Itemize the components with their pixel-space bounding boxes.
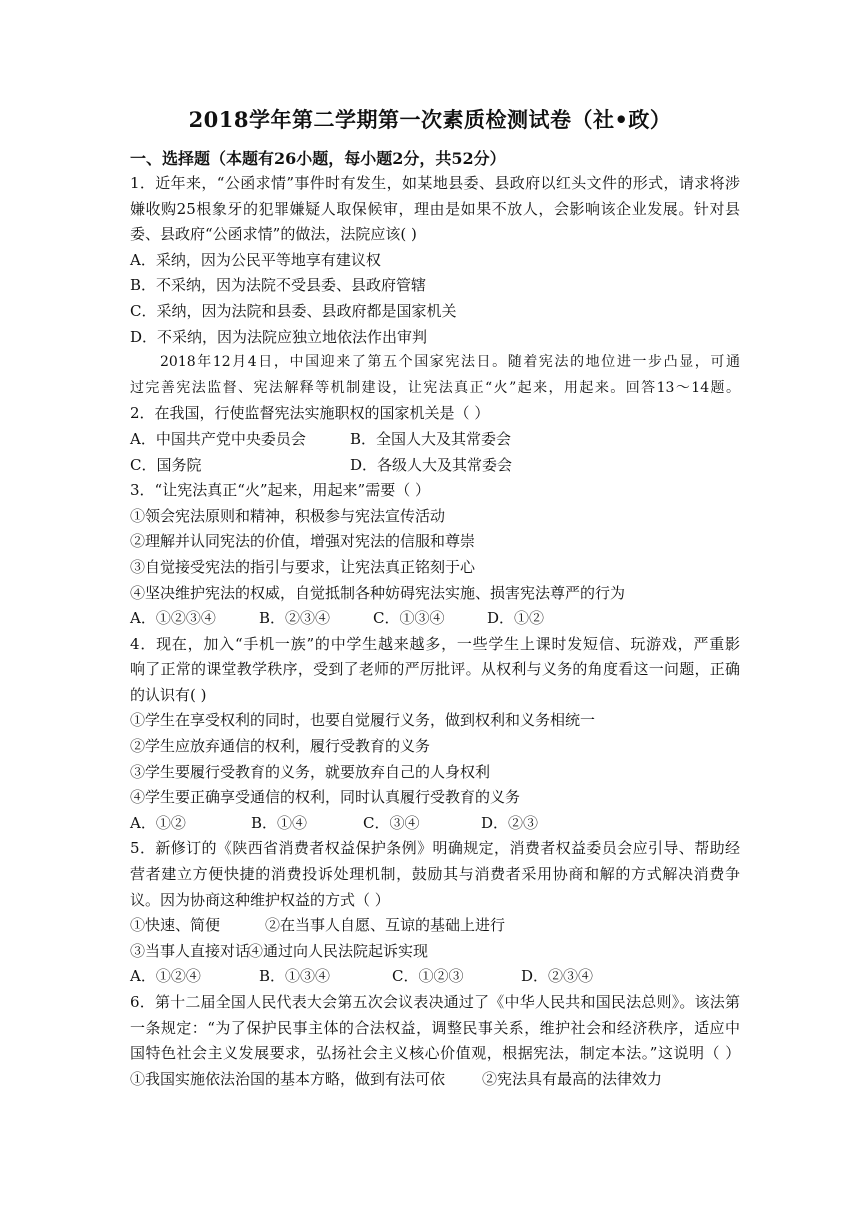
- q5-stem-line: 5．新修订的《陕西省消费者权益保护条例》明确规定，消费者权益委员会应引导、帮助经: [130, 839, 740, 858]
- q3-item: ④坚决维护宪法的权威，自觉抵制各种妨碍宪法实施、损害宪法尊严的行为: [130, 583, 626, 602]
- q4-option-a: A．①②: [130, 813, 186, 832]
- q4-options-row: [130, 811, 740, 837]
- q3-item: ①领会宪法原则和精神，积极参与宪法宣传活动: [130, 506, 446, 525]
- q4-option-d: D．②③: [481, 813, 539, 832]
- q3-item: ②理解并认同宪法的价值，增强对宪法的信服和尊崇: [130, 532, 476, 551]
- q4-option-b: B．①④: [251, 813, 308, 832]
- q5-items-row: [130, 913, 740, 939]
- q4-option-c: C．③④: [363, 813, 420, 832]
- q5-item: ③当事人直接对话: [130, 941, 251, 960]
- q5-stem-line: 议。因为协商这种维护权益的方式（ ）: [130, 890, 390, 909]
- q2-stem: 2．在我国，行使监督宪法实施职权的国家机关是（ ）: [130, 404, 490, 423]
- q4-stem-line: 的认识有( ): [130, 685, 207, 704]
- q6-stem-line: 6．第十二届全国人民代表大会第五次会议表决通过了《中华人民共和国民法总则》。该法第: [130, 993, 740, 1011]
- q4-stem-line: 4．现在，加入“手机一族”的中学生越来越多，一些学生上课时发短信、玩游戏，严重影: [130, 634, 740, 653]
- q1-option-a: A．采纳，因为公民平等地享有建议权: [130, 250, 381, 269]
- q5-option-c: C．①②③: [392, 967, 464, 986]
- q5-item: ①快速、简便: [130, 916, 221, 935]
- passage-line: 2018年12月4日，中国迎来了第五个国家宪法日。随着宪法的地位进一步凸显，可通: [160, 354, 740, 371]
- q3-option-a: A．①②③④: [130, 609, 216, 628]
- question-body: [130, 171, 740, 1092]
- q3-options-row: [130, 606, 740, 632]
- exam-title: 2018学年第二学期第一次素质检测试卷（社•政）: [188, 107, 672, 132]
- q4-item: ①学生在享受权利的同时，也要自觉履行义务，做到权利和义务相统一: [130, 711, 596, 730]
- q6-item: ①我国实施依法治国的基本方略，做到有法可依: [130, 1069, 446, 1088]
- q6-stem-line: 一条规定：“为了保护民事主体的合法权益，调整民事关系，维护社会和经济秩序，适应中: [130, 1018, 740, 1037]
- q6-item: ②宪法具有最高的法律效力: [482, 1069, 663, 1088]
- q2-option-b: B．全国人大及其常委会: [350, 429, 512, 448]
- q6-stem-line: 国特色社会主义发展要求，弘扬社会主义核心价值观，根据宪法，制定本法。”这说明（ ）: [130, 1044, 740, 1063]
- q1-stem-line: 1．近年来，“公函求情”事件时有发生，如某地县委、县政府以红头文件的形式，请求将涉: [130, 174, 740, 192]
- q5-item: ②在当事人自愿、互谅的基础上进行: [265, 916, 506, 935]
- q1-stem-line: 委、县政府“公函求情”的做法，法院应该( ): [130, 225, 417, 244]
- q6-items-row: [130, 1067, 740, 1093]
- q3-option-c: C．①③④: [373, 609, 445, 628]
- q5-option-b: B．①③④: [259, 967, 331, 986]
- q3-stem: 3．“让宪法真正“火”起来，用起来”需要（ ）: [130, 481, 430, 500]
- q5-options-row: [130, 964, 740, 990]
- q5-item: ④通过向人民法院起诉实现: [248, 941, 429, 960]
- q1-option-d: D．不采纳，因为法院应独立地依法作出审判: [130, 327, 428, 346]
- q1-stem-line: 嫌收购25根象牙的犯罪嫌疑人取保候审，理由是如果不放人，会影响该企业发展。针对县: [130, 199, 740, 218]
- q2-option-a: A．中国共产党中央委员会: [130, 429, 306, 448]
- q4-item: ③学生要履行受教育的义务，就要放弃自己的人身权利: [130, 762, 491, 781]
- section-heading: 一、选择题（本题有26小题，每小题2分，共52分）: [130, 149, 506, 168]
- q5-stem-line: 营者建立方便快捷的消费投诉处理机制，鼓励其与消费者采用协商和解的方式解决消费争: [130, 865, 740, 884]
- q4-item: ④学生要正确享受通信的权利，同时认真履行受教育的义务: [130, 788, 521, 807]
- q5-items-row: [130, 939, 740, 965]
- passage-line: 过完善宪法监督、宪法解释等机制建设，让宪法真正“火”起来，用起来。回答13～14题。: [130, 379, 740, 396]
- q1-option-c: C．采纳，因为法院和县委、县政府都是国家机关: [130, 301, 457, 320]
- q3-option-d: D．①②: [487, 609, 545, 628]
- q3-item: ③自觉接受宪法的指引与要求，让宪法真正铭刻于心: [130, 557, 476, 576]
- q2-option-d: D．各级人大及其常委会: [350, 455, 513, 474]
- q2-options-row: [130, 453, 740, 479]
- q1-option-b: B．不采纳，因为法院不受县委、县政府管辖: [130, 276, 427, 295]
- q4-stem-line: 响了正常的课堂教学秩序，受到了老师的严厉批评。从权利与义务的角度看这一问题，正确: [130, 660, 740, 679]
- q2-options-row: [130, 427, 740, 453]
- q2-option-c: C．国务院: [130, 455, 202, 474]
- q4-item: ②学生应放弃通信的权利，履行受教育的义务: [130, 737, 431, 756]
- q5-option-d: D．②③④: [521, 967, 594, 986]
- q5-option-a: A．①②④: [130, 967, 201, 986]
- q3-option-b: B．②③④: [259, 609, 331, 628]
